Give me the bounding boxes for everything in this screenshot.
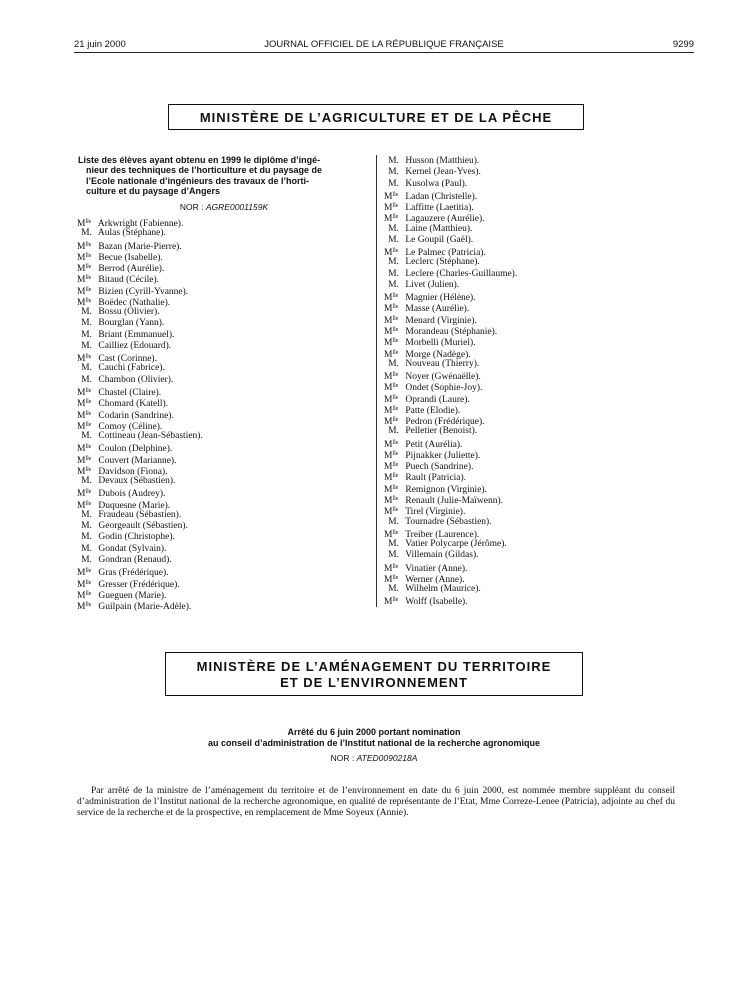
list-item bbox=[384, 494, 684, 505]
title-abbrev: $M^{lle}$ bbox=[77, 264, 92, 275]
column-divider bbox=[376, 155, 377, 607]
title-abbrev: M. bbox=[388, 584, 399, 595]
person-name: Leclere (Charles-Guillaume). bbox=[403, 268, 518, 279]
person-name: Rault (Patricia). bbox=[403, 473, 467, 484]
person-name: Tournadre (Sébastien). bbox=[403, 516, 492, 527]
list-item bbox=[384, 291, 684, 302]
heading-line: culture et du paysage d’Angers bbox=[86, 186, 221, 197]
title-abbrev: $M^{lle}$ bbox=[384, 574, 399, 585]
title-abbrev: M. bbox=[388, 539, 399, 550]
list-item bbox=[384, 257, 684, 268]
person-name: Morandeau (Stéphanie). bbox=[403, 326, 498, 337]
title-abbrev: $M^{lle}$ bbox=[384, 338, 399, 349]
list-item bbox=[77, 375, 367, 386]
title-abbrev: M. bbox=[81, 318, 92, 329]
person-name: Nouveau (Thierry). bbox=[403, 358, 480, 369]
ministry-environment-heading bbox=[165, 652, 583, 696]
title-abbrev: M. bbox=[81, 374, 92, 385]
list-item bbox=[77, 228, 367, 239]
list-item bbox=[77, 476, 367, 487]
list-item bbox=[384, 393, 684, 404]
person-name: Vinatier (Anne). bbox=[403, 563, 468, 574]
person-name: Bitaud (Cécile). bbox=[96, 275, 160, 286]
title-abbrev: $M^{lle}$ bbox=[77, 410, 92, 421]
title-abbrev: $M^{lle}$ bbox=[77, 466, 92, 477]
title-abbrev: $M^{lle}$ bbox=[77, 297, 92, 308]
title-abbrev: M. bbox=[388, 223, 399, 234]
person-name: Morge (Nadège). bbox=[403, 349, 471, 360]
title-abbrev: $M^{lle}$ bbox=[384, 563, 399, 574]
person-name: Ondet (Sophie-Joy). bbox=[403, 383, 483, 394]
list-item bbox=[384, 404, 684, 415]
title-abbrev: M. bbox=[388, 426, 399, 437]
person-name: Chomard (Katell). bbox=[96, 399, 169, 410]
person-name: Dubois (Audrey). bbox=[96, 489, 166, 500]
title-abbrev: M. bbox=[81, 431, 92, 442]
title-abbrev: $M^{lle}$ bbox=[77, 455, 92, 466]
person-name: Georgeault (Sébastien). bbox=[96, 521, 188, 532]
title-abbrev: M. bbox=[388, 178, 399, 189]
person-name: Livet (Julien). bbox=[403, 279, 460, 290]
person-name: Bossu (Olivier). bbox=[96, 307, 160, 318]
list-item bbox=[77, 454, 367, 465]
list-item bbox=[77, 251, 367, 262]
person-name: Guilpain (Marie-Adèle). bbox=[96, 602, 192, 613]
nor-label: NOR : bbox=[179, 202, 204, 212]
arrete-title bbox=[120, 727, 628, 749]
title-abbrev: M. bbox=[388, 550, 399, 561]
title-abbrev: M. bbox=[81, 509, 92, 520]
title-abbrev: M. bbox=[388, 358, 399, 369]
person-name: Pelletier (Benoist). bbox=[403, 426, 478, 437]
title-abbrev: M. bbox=[81, 521, 92, 532]
list-item bbox=[384, 302, 684, 313]
arrete-title-line1: Arrêté du 6 juin 2000 portant nomination bbox=[287, 727, 461, 737]
ministry-agriculture-heading bbox=[168, 104, 584, 130]
list-item bbox=[77, 589, 367, 600]
list-item bbox=[77, 273, 367, 284]
person-name: Leclerc (Stéphane). bbox=[403, 257, 480, 268]
title-abbrev: M. bbox=[81, 329, 92, 340]
list-item bbox=[77, 600, 367, 611]
person-name: Arkwright (Fabienne). bbox=[96, 219, 184, 229]
person-name: Gondat (Sylvain). bbox=[96, 543, 167, 554]
person-name: Becue (Isabelle). bbox=[96, 252, 163, 263]
list-item bbox=[77, 487, 367, 498]
header-page-number: 9299 bbox=[672, 39, 694, 50]
title-abbrev: M. bbox=[388, 234, 399, 245]
person-name: Kernel (Jean-Yves). bbox=[403, 167, 481, 178]
title-abbrev: $M^{lle}$ bbox=[384, 248, 399, 259]
person-name: Godin (Christophe). bbox=[96, 532, 175, 543]
person-name: Couvert (Marianne). bbox=[96, 455, 177, 466]
title-abbrev: $M^{lle}$ bbox=[384, 484, 399, 495]
person-name: Kusolwa (Paul). bbox=[403, 178, 468, 189]
title-abbrev: $M^{lle}$ bbox=[77, 602, 92, 613]
title-abbrev: $M^{lle}$ bbox=[77, 579, 92, 590]
person-name: Bazan (Marie-Pierre). bbox=[96, 241, 182, 252]
list-item bbox=[77, 431, 367, 442]
nor-code: AGRE0001159K bbox=[205, 202, 269, 212]
title-abbrev: $M^{lle}$ bbox=[77, 444, 92, 455]
title-abbrev: $M^{lle}$ bbox=[77, 568, 92, 579]
title-abbrev: M. bbox=[388, 257, 399, 268]
person-name: Cast (Corinne). bbox=[96, 354, 157, 365]
title-abbrev: $M^{lle}$ bbox=[384, 507, 399, 518]
list-item bbox=[384, 179, 684, 190]
title-abbrev: M. bbox=[81, 554, 92, 565]
list-item bbox=[77, 566, 367, 577]
person-name: Cottineau (Jean-Sébastien). bbox=[96, 431, 203, 442]
title-abbrev: $M^{lle}$ bbox=[384, 293, 399, 304]
page-header bbox=[74, 38, 694, 53]
person-name: Laine (Matthieu). bbox=[403, 223, 473, 234]
list-item bbox=[384, 415, 684, 426]
heading-line: Liste des élèves ayant obtenu en 1999 le diplôme d’ingé- bbox=[78, 155, 321, 165]
title-abbrev: $M^{lle}$ bbox=[77, 354, 92, 365]
list-item bbox=[384, 314, 684, 325]
title-abbrev: $M^{lle}$ bbox=[77, 241, 92, 252]
list-item bbox=[77, 386, 367, 397]
title-abbrev: $M^{lle}$ bbox=[384, 439, 399, 450]
heading-line: l’Ecole nationale d’ingénieurs des travaux de l’horti- bbox=[86, 175, 310, 186]
title-abbrev: M. bbox=[81, 228, 92, 239]
title-abbrev: M. bbox=[81, 307, 92, 318]
list-item bbox=[384, 167, 684, 178]
title-abbrev: M. bbox=[388, 268, 399, 279]
title-abbrev: $M^{lle}$ bbox=[384, 473, 399, 484]
person-name: Pedron (Frédérique). bbox=[403, 417, 485, 428]
person-name: Husson (Matthieu). bbox=[403, 156, 480, 166]
list-item bbox=[77, 409, 367, 420]
list-item bbox=[384, 449, 684, 460]
person-name: Le Palmec (Patricia). bbox=[403, 248, 486, 259]
person-name: Ladan (Christelle). bbox=[403, 191, 478, 202]
title-abbrev: $M^{lle}$ bbox=[77, 387, 92, 398]
title-abbrev: M. bbox=[81, 476, 92, 487]
list-item bbox=[384, 348, 684, 359]
title-abbrev: $M^{lle}$ bbox=[384, 315, 399, 326]
ministry-environment-title-line2: ET DE L’ENVIRONNEMENT bbox=[280, 675, 468, 690]
person-name: Bizien (Cyrill-Yvanne). bbox=[96, 286, 189, 297]
title-abbrev: M. bbox=[81, 532, 92, 543]
list-item bbox=[77, 262, 367, 273]
arrete-title-line2: au conseil d’administration de l’Institut national de la recherche agronomique bbox=[207, 738, 541, 748]
person-name: Lagauzere (Aurélie). bbox=[403, 214, 485, 225]
person-name: Chastel (Claire). bbox=[96, 387, 162, 398]
list-item bbox=[384, 336, 684, 347]
list-item bbox=[77, 318, 367, 329]
list-item bbox=[384, 381, 684, 392]
person-name: Briant (Emmanuel). bbox=[96, 329, 175, 340]
person-name: Patte (Elodie). bbox=[403, 405, 461, 416]
person-name: Duquesne (Marie). bbox=[96, 500, 171, 511]
list-item bbox=[384, 438, 684, 449]
person-name: Comoy (Céline). bbox=[96, 421, 163, 432]
title-abbrev: $M^{lle}$ bbox=[384, 450, 399, 461]
list-item bbox=[384, 426, 684, 437]
list-item bbox=[77, 330, 367, 341]
title-abbrev: $M^{lle}$ bbox=[77, 286, 92, 297]
title-abbrev: $M^{lle}$ bbox=[384, 304, 399, 315]
list-item bbox=[384, 201, 684, 212]
title-abbrev: $M^{lle}$ bbox=[384, 495, 399, 506]
title-abbrev: $M^{lle}$ bbox=[77, 489, 92, 500]
title-abbrev: $M^{lle}$ bbox=[384, 597, 399, 608]
list-item bbox=[77, 285, 367, 296]
list-item bbox=[77, 544, 367, 555]
list-item bbox=[384, 505, 684, 516]
list-item bbox=[77, 296, 367, 307]
person-name: Wilhelm (Maurice). bbox=[403, 584, 481, 595]
person-name: Gresser (Frédérique). bbox=[96, 579, 180, 590]
person-name: Cauchi (Fabrice). bbox=[96, 363, 165, 374]
list-item bbox=[384, 156, 684, 167]
title-abbrev: $M^{lle}$ bbox=[77, 500, 92, 511]
list-item bbox=[384, 460, 684, 471]
person-name: Gras (Frédérique). bbox=[96, 568, 169, 579]
graduates-list-right-column bbox=[384, 156, 684, 607]
person-name: Aulas (Stéphane). bbox=[96, 228, 166, 239]
title-abbrev: $M^{lle}$ bbox=[384, 417, 399, 428]
title-abbrev: $M^{lle}$ bbox=[384, 394, 399, 405]
person-name: Davidson (Fiona). bbox=[96, 466, 168, 477]
title-abbrev: $M^{lle}$ bbox=[384, 372, 399, 383]
person-name: Gueguen (Marie). bbox=[96, 590, 167, 601]
person-name: Puech (Sandrine). bbox=[403, 462, 474, 473]
person-name: Laffitte (Laetitia). bbox=[403, 203, 474, 214]
person-name: Petit (Aurélia). bbox=[403, 439, 463, 450]
list-item bbox=[384, 539, 684, 550]
header-date: 21 juin 2000 bbox=[74, 39, 126, 50]
title-abbrev: $M^{lle}$ bbox=[77, 219, 92, 229]
list-item bbox=[77, 442, 367, 453]
nor-code: ATED0090218A bbox=[356, 753, 418, 763]
title-abbrev: $M^{lle}$ bbox=[384, 462, 399, 473]
person-name: Fraudeau (Sébastien). bbox=[96, 509, 182, 520]
person-name: Renault (Julie-Maïwenn). bbox=[403, 495, 503, 506]
list-item bbox=[384, 562, 684, 573]
list-item bbox=[384, 190, 684, 201]
list-item bbox=[384, 212, 684, 223]
list-item bbox=[77, 240, 367, 251]
title-abbrev: M. bbox=[388, 167, 399, 178]
ministry-environment-title-line1: MINISTÈRE DE L’AMÉNAGEMENT DU TERRITOIRE bbox=[196, 659, 552, 674]
list-item bbox=[77, 352, 367, 363]
person-name: Oprandi (Laure). bbox=[403, 394, 470, 405]
title-abbrev: $M^{lle}$ bbox=[384, 405, 399, 416]
person-name: Tirel (Virginie). bbox=[403, 507, 466, 518]
person-name: Chambon (Olivier). bbox=[96, 374, 174, 385]
title-abbrev: $M^{lle}$ bbox=[77, 252, 92, 263]
arrete-body-text: Par arrêté de la ministre de l’aménagement du territoire et de l’environnement en date du 6 juin 2000, est nommée membre suppléant du conseil d’administration de l’Institut national de la recherche agronomique, en qualité de représentante de l’Etat, Mme Correze-Lenee (Patricia), adjointe au chef du service de la recherche et de la prospective, en remplacement de Mme Soyeux (Annie). bbox=[77, 785, 675, 818]
person-name: Coulon (Delphine). bbox=[96, 444, 173, 455]
list-item bbox=[384, 269, 684, 280]
title-abbrev: $M^{lle}$ bbox=[384, 214, 399, 225]
person-name: Magnier (Hélène). bbox=[403, 293, 476, 304]
list-item bbox=[77, 521, 367, 532]
list-item bbox=[384, 280, 684, 291]
list-item bbox=[77, 532, 367, 543]
title-abbrev: M. bbox=[81, 340, 92, 351]
person-name: Bourglan (Yann). bbox=[96, 318, 165, 329]
title-abbrev: $M^{lle}$ bbox=[77, 421, 92, 432]
title-abbrev: M. bbox=[388, 516, 399, 527]
title-abbrev: $M^{lle}$ bbox=[384, 529, 399, 540]
list-item bbox=[384, 246, 684, 257]
person-name: Gondran (Renaud). bbox=[96, 554, 172, 565]
person-name: Menard (Virginie). bbox=[403, 315, 477, 326]
list-item bbox=[77, 465, 367, 476]
header-journal-title: JOURNAL OFFICIEL DE LA RÉPUBLIQUE FRANÇAISE bbox=[264, 39, 504, 50]
person-name: Berrod (Aurélie). bbox=[96, 264, 165, 275]
list-item bbox=[384, 359, 684, 370]
title-abbrev: M. bbox=[388, 279, 399, 290]
person-name: Werner (Anne). bbox=[403, 574, 465, 585]
graduates-list-heading bbox=[78, 155, 370, 197]
list-item bbox=[384, 235, 684, 246]
person-name: Morbelli (Muriel). bbox=[403, 338, 476, 349]
title-abbrev: $M^{lle}$ bbox=[384, 326, 399, 337]
list-item bbox=[384, 325, 684, 336]
title-abbrev: $M^{lle}$ bbox=[77, 590, 92, 601]
list-item bbox=[384, 370, 684, 381]
person-name: Cailliez (Edouard). bbox=[96, 340, 172, 351]
list-item bbox=[77, 217, 367, 228]
graduates-list-left-column bbox=[77, 217, 367, 611]
list-item bbox=[77, 499, 367, 510]
list-item bbox=[77, 510, 367, 521]
title-abbrev: M. bbox=[388, 156, 399, 166]
list-item bbox=[384, 517, 684, 528]
person-name: Treiber (Laurence). bbox=[403, 529, 480, 540]
person-name: Codarin (Sandrine). bbox=[96, 410, 174, 421]
person-name: Noyer (Gwénaëlle). bbox=[403, 372, 481, 383]
nor-reference bbox=[120, 753, 628, 763]
list-item bbox=[384, 573, 684, 584]
nor-label: NOR : bbox=[330, 753, 355, 763]
person-name: Pijnakker (Juliette). bbox=[403, 450, 481, 461]
list-item bbox=[77, 555, 367, 566]
person-name: Masse (Aurélie). bbox=[403, 304, 470, 315]
person-name: Wolff (Isabelle). bbox=[403, 597, 468, 608]
person-name: Remignon (Virginie). bbox=[403, 484, 487, 495]
list-item bbox=[384, 471, 684, 482]
list-item bbox=[77, 420, 367, 431]
list-item bbox=[384, 483, 684, 494]
title-abbrev: $M^{lle}$ bbox=[77, 275, 92, 286]
title-abbrev: $M^{lle}$ bbox=[384, 191, 399, 202]
list-item bbox=[384, 595, 684, 606]
title-abbrev: $M^{lle}$ bbox=[77, 399, 92, 410]
heading-line: nieur des techniques de l’horticulture et du paysage de bbox=[86, 165, 323, 176]
list-item bbox=[77, 397, 367, 408]
person-name: Vatier Polycarpe (Jérôme). bbox=[403, 539, 507, 550]
person-name: Devaux (Sébastien). bbox=[96, 476, 176, 487]
ministry-agriculture-title: MINISTÈRE DE L’AGRICULTURE ET DE LA PÊCHE bbox=[199, 110, 553, 125]
list-item bbox=[384, 528, 684, 539]
title-abbrev: $M^{lle}$ bbox=[384, 383, 399, 394]
title-abbrev: $M^{lle}$ bbox=[384, 203, 399, 214]
title-abbrev: $M^{lle}$ bbox=[384, 349, 399, 360]
title-abbrev: M. bbox=[81, 543, 92, 554]
nor-reference bbox=[78, 202, 370, 212]
list-item bbox=[384, 550, 684, 561]
list-item bbox=[384, 224, 684, 235]
person-name: Le Goupil (Gaël). bbox=[403, 234, 474, 245]
person-name: Boëdec (Nathalie). bbox=[96, 297, 171, 308]
list-item bbox=[77, 363, 367, 374]
list-item bbox=[77, 307, 367, 318]
person-name: Villemain (Gildas). bbox=[403, 550, 479, 561]
list-item bbox=[384, 584, 684, 595]
list-item bbox=[77, 578, 367, 589]
list-item bbox=[77, 341, 367, 352]
title-abbrev: M. bbox=[81, 363, 92, 374]
